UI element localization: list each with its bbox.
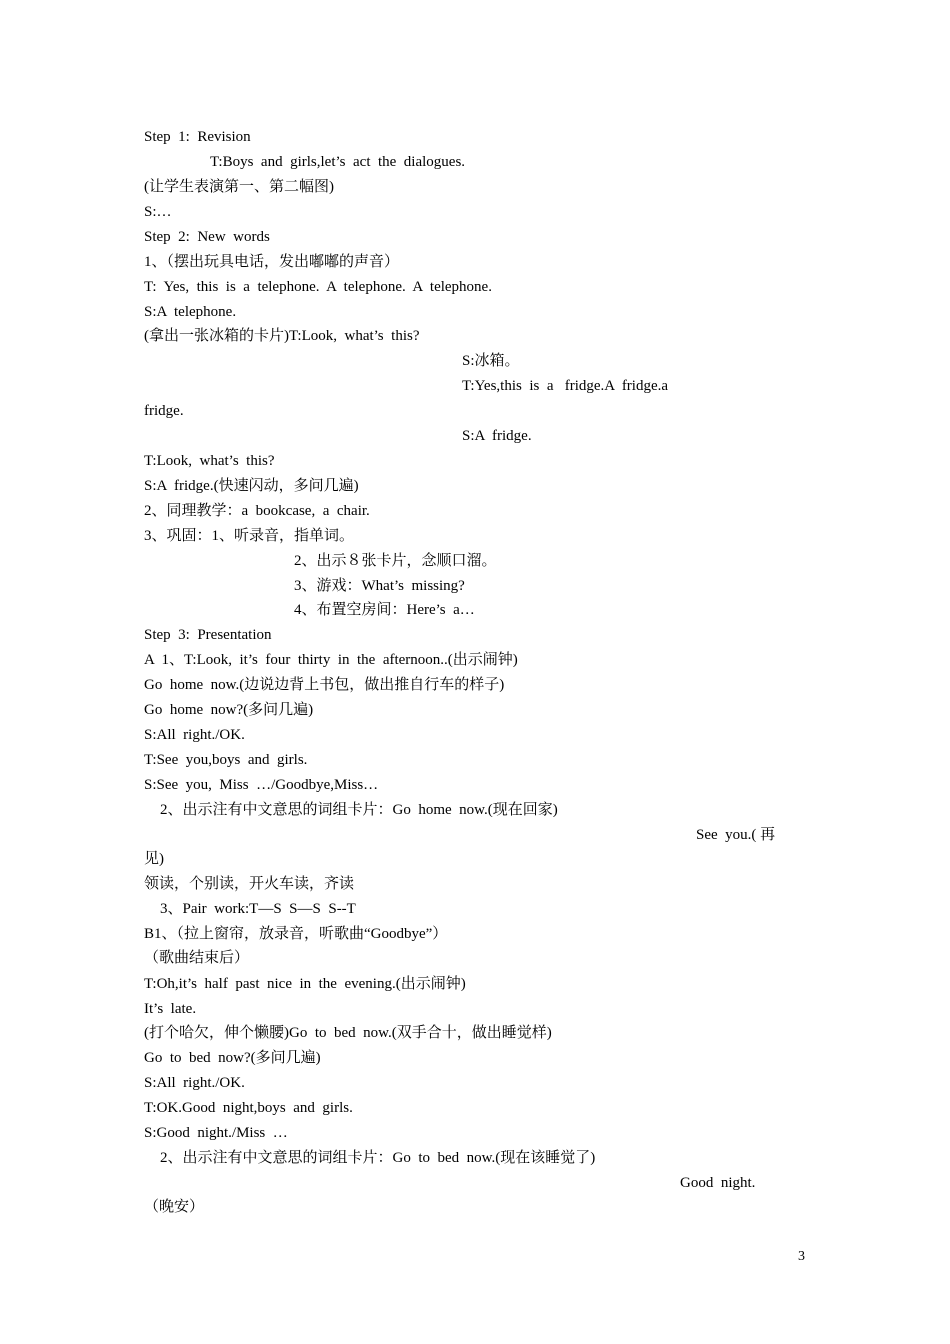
text-line: 2、出示注有中文意思的词组卡片：Go home now.(现在回家) [160,802,558,818]
text-line: T:Oh,it’s half past nice in the evening.(出示闹钟) [144,976,466,992]
text-line: 3、游戏：What’s missing? [294,578,465,594]
text-line: See you.( 再 [696,827,776,843]
text-line: B1、（拉上窗帘，放录音，听歌曲“Goodbye”） [144,926,448,942]
text-line: 2、出示注有中文意思的词组卡片：Go to bed now.(现在该睡觉了) [160,1150,596,1166]
text-line: S:Good night./Miss … [144,1125,288,1141]
text-line: S:All right./OK. [144,727,245,743]
text-line: Go home now.(边说边背上书包，做出推自行车的样子) [144,677,505,693]
text-line: T:Look, what’s this? [144,453,275,469]
text-line: S:A fridge.(快速闪动，多问几遍) [144,478,359,494]
text-line: S:A fridge. [462,428,532,444]
text-line: Step 1: Revision [144,129,251,145]
text-line: Step 2: New words [144,229,270,245]
text-line: Go home now?(多问几遍) [144,702,314,718]
text-line: T:See you,boys and girls. [144,752,308,768]
text-line: S:A telephone. [144,304,237,320]
text-line: S:冰箱。 [462,353,520,369]
text-line: 2、出示８张卡片，念顺口溜。 [294,553,497,569]
text-line: 4、布置空房间：Here’s a… [294,602,475,618]
text-line: (让学生表演第一、第二幅图) [144,179,334,195]
text-line: 3、巩固：1、听录音，指单词。 [144,528,355,544]
text-line: T:OK.Good night,boys and girls. [144,1100,353,1116]
text-line: S:… [144,204,172,220]
text-line: （晚安） [144,1199,205,1215]
text-line: 1、（摆出玩具电话，发出嘟嘟的声音） [144,254,400,270]
text-line: T:Boys and girls,let’s act the dialogues. [210,154,466,170]
text-line: Step 3: Presentation [144,627,272,643]
text-line: 领读，个别读，开火车读，齐读 [144,876,355,892]
page-number: 3 [798,1249,805,1264]
text-line: T:Yes,this is a fridge.A fridge.a [462,378,669,394]
text-line: S:All right./OK. [144,1075,245,1091]
text-line: （歌曲结束后） [144,950,250,966]
text-line: (拿出一张冰箱的卡片)T:Look, what’s this? [144,328,420,344]
text-line: A 1、T:Look, it’s four thirty in the afternoon..(出示闹钟) [144,652,518,668]
text-line: It’s late. [144,1001,197,1017]
text-line: fridge. [144,403,184,419]
text-line: (打个哈欠，伸个懒腰)Go to bed now.(双手合十，做出睡觉样) [144,1025,552,1041]
text-line: Good night. [680,1175,756,1191]
text-line: S:See you, Miss …/Goodbye,Miss… [144,777,379,793]
text-line: 3、Pair work:T—S S—S S--T [160,901,356,917]
text-line: T: Yes, this is a telephone. A telephone. A telephone. [144,279,492,295]
text-line: 2、同理教学：a bookcase, a chair. [144,503,370,519]
text-line: Go to bed now?(多问几遍) [144,1050,321,1066]
text-line: 见) [144,851,164,867]
